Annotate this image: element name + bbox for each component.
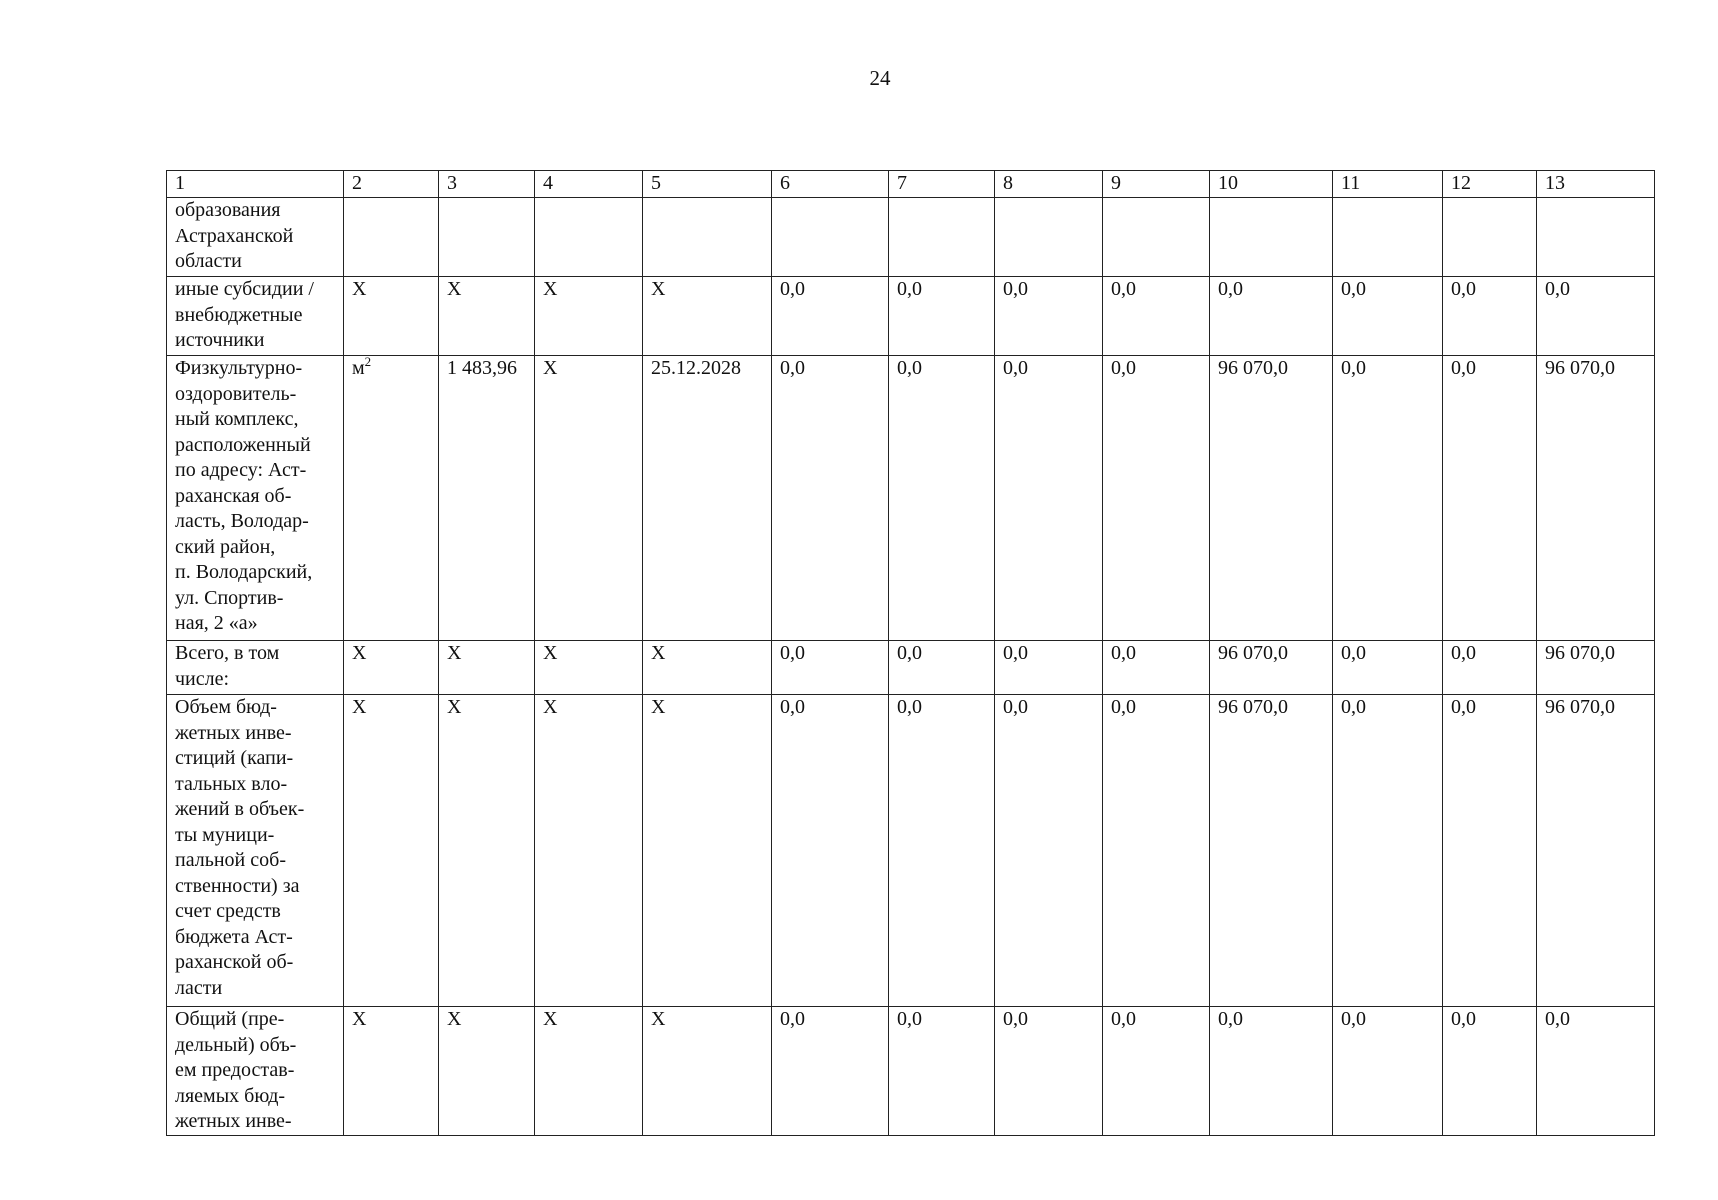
table-cell: X — [344, 641, 439, 695]
table-cell: 0,0 — [995, 695, 1103, 1007]
row-label-line: Астраханской — [175, 224, 294, 247]
row-label-line: раханская об- — [175, 484, 292, 507]
row-label-line: ул. Спортив- — [175, 586, 284, 609]
table-cell — [344, 356, 439, 641]
column-number: 13 — [1537, 171, 1655, 198]
table-cell — [772, 198, 889, 277]
column-number: 6 — [772, 171, 889, 198]
row-label-line: ем предостав- — [175, 1059, 295, 1081]
table-cell: 25.12.2028 — [643, 356, 772, 641]
row-label-line: Всего, в том — [175, 642, 280, 664]
table-cell: X — [439, 695, 535, 1007]
table-row — [167, 1007, 1655, 1136]
table-cell: X — [643, 1007, 772, 1136]
row-label — [167, 641, 344, 695]
row-label-line: раханской об- — [175, 951, 294, 973]
table-cell: 0,0 — [772, 356, 889, 641]
table-cell: 0,0 — [1537, 1007, 1655, 1136]
row-label-line: стиций (капи- — [175, 747, 294, 769]
table-cell: 0,0 — [1103, 695, 1210, 1007]
table-cell: 0,0 — [995, 356, 1103, 641]
row-label-line: ственности) за — [175, 874, 300, 897]
row-label — [167, 277, 344, 356]
table-row — [167, 277, 1655, 356]
column-number: 2 — [344, 171, 439, 198]
column-number-row — [167, 171, 1655, 198]
table-cell: 96 070,0 — [1210, 356, 1333, 641]
row-label-line: числе: — [175, 667, 230, 690]
row-label-line: жетных инве- — [175, 1110, 292, 1132]
table-cell: 0,0 — [1333, 356, 1443, 641]
table-cell: 0,0 — [1103, 277, 1210, 356]
table-cell: 0,0 — [1333, 277, 1443, 356]
table-cell: 0,0 — [1103, 356, 1210, 641]
row-label-line: расположенный — [175, 433, 311, 456]
table-cell: 0,0 — [1210, 1007, 1333, 1136]
row-label-line: Объем бюд- — [175, 696, 277, 718]
table-cell — [1210, 198, 1333, 277]
column-number: 7 — [889, 171, 995, 198]
row-label-line: Физкультурно- — [175, 357, 303, 379]
table-cell — [1443, 198, 1537, 277]
table-cell: 0,0 — [889, 277, 995, 356]
row-label-line: ная, 2 «а» — [175, 612, 258, 634]
table-cell: 0,0 — [1443, 641, 1537, 695]
table-row — [167, 356, 1655, 641]
table-cell: X — [643, 641, 772, 695]
row-label-line: области — [175, 250, 242, 272]
table-row — [167, 198, 1655, 277]
table-cell: 0,0 — [772, 695, 889, 1007]
table-cell: 0,0 — [1443, 356, 1537, 641]
row-label-line: счет средств — [175, 900, 281, 922]
column-number: 5 — [643, 171, 772, 198]
row-label-line: п. Володарский, — [175, 561, 313, 583]
table-cell: 0,0 — [772, 277, 889, 356]
column-number: 12 — [1443, 171, 1537, 198]
unit-superscript: 2 — [364, 355, 372, 369]
row-label-line: оздоровитель- — [175, 382, 297, 405]
table-cell: X — [344, 695, 439, 1007]
row-label-line: ласть, Володар- — [175, 510, 309, 532]
column-number: 3 — [439, 171, 535, 198]
table-cell: 0,0 — [772, 1007, 889, 1136]
table-row — [167, 641, 1655, 695]
table-cell: 0,0 — [1443, 1007, 1537, 1136]
page-number: 24 — [869, 66, 891, 90]
table-cell: X — [439, 277, 535, 356]
row-label-line: тальных вло- — [175, 772, 288, 795]
table-cell: X — [439, 1007, 535, 1136]
table-cell: X — [439, 641, 535, 695]
table-cell: 0,0 — [889, 1007, 995, 1136]
row-label-line: жений в объек- — [175, 798, 305, 820]
table-cell: 0,0 — [1103, 641, 1210, 695]
table-cell: 0,0 — [1333, 1007, 1443, 1136]
row-label-line: пальной соб- — [175, 849, 286, 871]
row-label-line: источники — [175, 329, 265, 351]
row-label-line: ляемых бюд- — [175, 1084, 286, 1107]
row-label-line: дельный) объ- — [175, 1033, 297, 1056]
row-label-line: Общий (пре- — [175, 1008, 285, 1030]
table-cell: X — [535, 641, 643, 695]
row-label-line: по адресу: Аст- — [175, 459, 307, 481]
table-cell: 0,0 — [995, 1007, 1103, 1136]
table-cell: 0,0 — [1443, 277, 1537, 356]
table-cell: 96 070,0 — [1210, 695, 1333, 1007]
row-label-line: ты муници- — [175, 823, 275, 846]
table-cell: X — [535, 695, 643, 1007]
table-cell: X — [535, 277, 643, 356]
table-cell: 1 483,96 — [439, 356, 535, 641]
row-label-line: ский район, — [175, 535, 276, 558]
row-label-line: ласти — [175, 976, 223, 999]
table-cell: 0,0 — [1333, 695, 1443, 1007]
table-cell — [1103, 198, 1210, 277]
row-label — [167, 1007, 344, 1136]
row-label — [167, 695, 344, 1007]
table-cell: 0,0 — [889, 641, 995, 695]
table-cell: 0,0 — [1103, 1007, 1210, 1136]
table-cell: X — [643, 277, 772, 356]
table-cell: 0,0 — [995, 641, 1103, 695]
table-cell: X — [535, 356, 643, 641]
table-cell — [1333, 198, 1443, 277]
table-cell: 0,0 — [772, 641, 889, 695]
table-cell: X — [535, 1007, 643, 1136]
table-row — [167, 695, 1655, 1007]
table-cell: X — [344, 1007, 439, 1136]
table-cell — [995, 198, 1103, 277]
table-cell: 0,0 — [995, 277, 1103, 356]
table-cell — [344, 198, 439, 277]
row-label — [167, 198, 344, 277]
table-cell: 0,0 — [889, 695, 995, 1007]
unit-base: м — [352, 357, 365, 379]
column-number: 11 — [1333, 171, 1443, 198]
row-label-line: ный комплекс, — [175, 408, 299, 430]
table-cell: 0,0 — [1210, 277, 1333, 356]
table-cell — [643, 198, 772, 277]
column-number: 10 — [1210, 171, 1333, 198]
row-label-line: жетных инве- — [175, 721, 292, 744]
row-label-line: бюджета Аст- — [175, 925, 293, 948]
column-number: 8 — [995, 171, 1103, 198]
row-label — [167, 356, 344, 641]
row-label-line: внебюджетные — [175, 303, 303, 326]
column-number: 1 — [167, 171, 344, 198]
table-cell: X — [643, 695, 772, 1007]
table-cell — [535, 198, 643, 277]
table-cell: 96 070,0 — [1537, 641, 1655, 695]
table-cell — [439, 198, 535, 277]
table-cell — [889, 198, 995, 277]
table-cell: 0,0 — [1537, 277, 1655, 356]
column-number: 9 — [1103, 171, 1210, 198]
column-number: 4 — [535, 171, 643, 198]
table-cell: 96 070,0 — [1210, 641, 1333, 695]
row-label-line: иные субсидии / — [175, 278, 314, 300]
table-cell: X — [344, 277, 439, 356]
table-cell: 0,0 — [1333, 641, 1443, 695]
table-cell: 0,0 — [1443, 695, 1537, 1007]
budget-investments-table — [166, 170, 1655, 1136]
table-cell — [1537, 198, 1655, 277]
row-label-line: образования — [175, 199, 281, 221]
table-cell: 96 070,0 — [1537, 695, 1655, 1007]
table-cell: 0,0 — [889, 356, 995, 641]
table-cell: 96 070,0 — [1537, 356, 1655, 641]
